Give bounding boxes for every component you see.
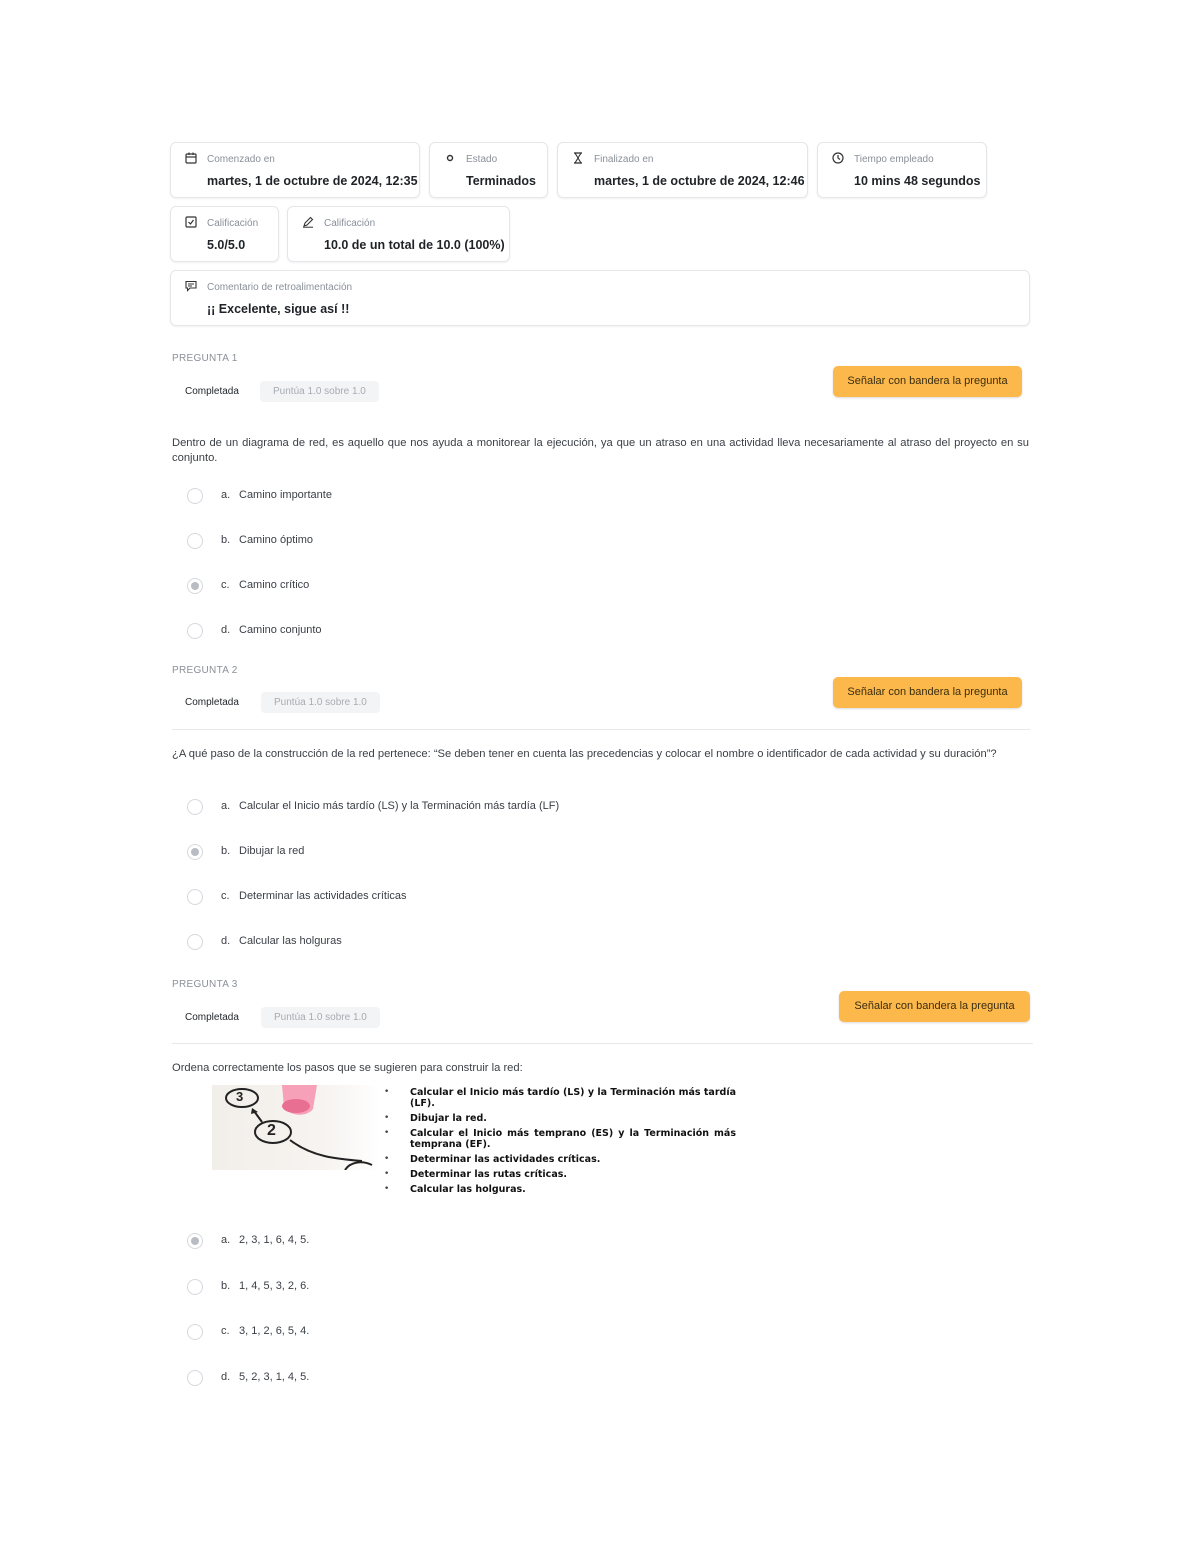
- state-label: Estado: [466, 154, 498, 165]
- question-3-score: Puntúa 1.0 sobre 1.0: [261, 1007, 380, 1028]
- figure-number-2: 2: [267, 1122, 276, 1139]
- question-2-option-b-radio[interactable]: [187, 844, 203, 860]
- time-used-label: Tiempo empleado: [854, 154, 934, 165]
- pencil-icon: [302, 216, 314, 228]
- option-letter: a.: [221, 489, 231, 501]
- option-text: Camino importante: [239, 489, 332, 501]
- question-3-option-d-radio[interactable]: [187, 1370, 203, 1386]
- question-2-option-a-radio[interactable]: [187, 799, 203, 815]
- option-text: Calcular las holguras: [239, 935, 342, 947]
- option-letter: a.: [221, 1234, 231, 1246]
- figure-step: • Calcular el Inicio más tardío (LS) y la Terminación más tardía (LF).: [384, 1087, 736, 1109]
- question-2-flag-button[interactable]: Señalar con bandera la pregunta: [833, 677, 1022, 708]
- option-text: 2, 3, 1, 6, 4, 5.: [239, 1234, 310, 1246]
- comment-icon: [185, 280, 197, 292]
- question-3-option-a-radio[interactable]: [187, 1233, 203, 1249]
- question-2-status: Completada: [172, 692, 252, 713]
- option-letter: b.: [221, 534, 231, 546]
- question-3-option-c-radio[interactable]: [187, 1324, 203, 1340]
- option-text: Determinar las actividades críticas: [239, 890, 407, 902]
- time-used-card: [817, 142, 987, 198]
- option-letter: d.: [221, 1371, 231, 1383]
- option-letter: b.: [221, 1280, 231, 1292]
- grade-total-value: 10.0 de un total de 10.0 (100%): [324, 238, 505, 252]
- finished-label: Finalizado en: [594, 154, 654, 165]
- question-1-status: Completada: [172, 381, 252, 402]
- question-1-flag-button[interactable]: Señalar con bandera la pregunta: [833, 366, 1022, 397]
- question-3-flag-button[interactable]: Señalar con bandera la pregunta: [839, 991, 1030, 1022]
- question-1-option-a-radio[interactable]: [187, 488, 203, 504]
- figure-step: • Determinar las rutas críticas.: [384, 1169, 736, 1180]
- option-text: Dibujar la red: [239, 845, 305, 857]
- question-1-score: Puntúa 1.0 sobre 1.0: [260, 381, 379, 402]
- option-text: Camino crítico: [239, 579, 310, 591]
- figure-step: • Dibujar la red.: [384, 1113, 736, 1124]
- option-letter: d.: [221, 935, 231, 947]
- question-1-option-b-radio[interactable]: [187, 533, 203, 549]
- question-3-figure: [212, 1085, 747, 1209]
- option-text: 1, 4, 5, 3, 2, 6.: [239, 1280, 310, 1292]
- question-3-status: Completada: [172, 1007, 252, 1028]
- question-2-score: Puntúa 1.0 sobre 1.0: [261, 692, 380, 713]
- time-used-value: 10 mins 48 segundos: [854, 174, 981, 188]
- started-value: martes, 1 de octubre de 2024, 12:35: [207, 174, 418, 188]
- option-letter: d.: [221, 624, 231, 636]
- question-1-option-d-radio[interactable]: [187, 623, 203, 639]
- grade-points-card: [170, 206, 279, 262]
- question-3-heading: PREGUNTA 3: [172, 979, 238, 990]
- divider: [172, 1043, 1033, 1044]
- figure-number-3: 3: [236, 1089, 244, 1104]
- started-card: [170, 142, 420, 198]
- divider: [172, 729, 1030, 730]
- option-letter: c.: [221, 1325, 230, 1337]
- option-letter: c.: [221, 579, 230, 591]
- question-1-heading: PREGUNTA 1: [172, 353, 238, 364]
- question-2-option-c-radio[interactable]: [187, 889, 203, 905]
- grade-total-label: Calificación: [324, 218, 376, 229]
- calendar-icon: [185, 152, 197, 164]
- started-label: Comenzado en: [207, 154, 275, 165]
- feedback-card: [170, 270, 1030, 326]
- figure-step-list: [384, 1087, 736, 1199]
- question-2-heading: PREGUNTA 2: [172, 665, 238, 676]
- option-letter: a.: [221, 800, 231, 812]
- option-text: 3, 1, 2, 6, 5, 4.: [239, 1325, 310, 1337]
- checkbox-icon: [185, 216, 197, 228]
- question-3-text: Ordena correctamente los pasos que se sugieren para construir la red:: [172, 1062, 523, 1074]
- option-text: Calcular el Inicio más tardío (LS) y la Terminación más tardía (LF): [239, 800, 560, 812]
- option-letter: b.: [221, 845, 231, 857]
- question-3-option-b-radio[interactable]: [187, 1279, 203, 1295]
- option-text: Camino óptimo: [239, 534, 313, 546]
- feedback-value: ¡¡ Excelente, sigue así !!: [207, 302, 350, 316]
- figure-step: • Calcular el Inicio más temprano (ES) y la Terminación más temprana (EF).: [384, 1128, 736, 1150]
- grade-total-card: [287, 206, 510, 262]
- grade-points-label: Calificación: [207, 218, 259, 229]
- hourglass-icon: [572, 152, 584, 164]
- figure-step: • Determinar las actividades críticas.: [384, 1154, 736, 1165]
- status-dot-icon: [444, 152, 456, 164]
- option-text: Camino conjunto: [239, 624, 322, 636]
- question-1-option-c-radio[interactable]: [187, 578, 203, 594]
- question-2-text: ¿A qué paso de la construcción de la red pertenece: “Se deben tener en cuenta las precedencias y colocar el nombre o identificador de cada actividad y su duración”?: [172, 748, 997, 760]
- state-value: Terminados: [466, 174, 536, 188]
- state-card: [429, 142, 548, 198]
- question-1-text: Dentro de un diagrama de red, es aquello que nos ayuda a monitorear la ejecución, ya que un atraso en una actividad lleva necesariamente al atraso del proyecto en su conjunto.: [172, 437, 1029, 464]
- option-letter: c.: [221, 890, 230, 902]
- option-text: 5, 2, 3, 1, 4, 5.: [239, 1371, 310, 1383]
- figure-step: • Calcular las holguras.: [384, 1184, 736, 1195]
- question-2-option-d-radio[interactable]: [187, 934, 203, 950]
- finished-value: martes, 1 de octubre de 2024, 12:46: [594, 174, 805, 188]
- finished-card: [557, 142, 808, 198]
- grade-points-value: 5.0/5.0: [207, 238, 246, 252]
- clock-icon: [832, 152, 844, 164]
- feedback-label: Comentario de retroalimentación: [207, 282, 353, 293]
